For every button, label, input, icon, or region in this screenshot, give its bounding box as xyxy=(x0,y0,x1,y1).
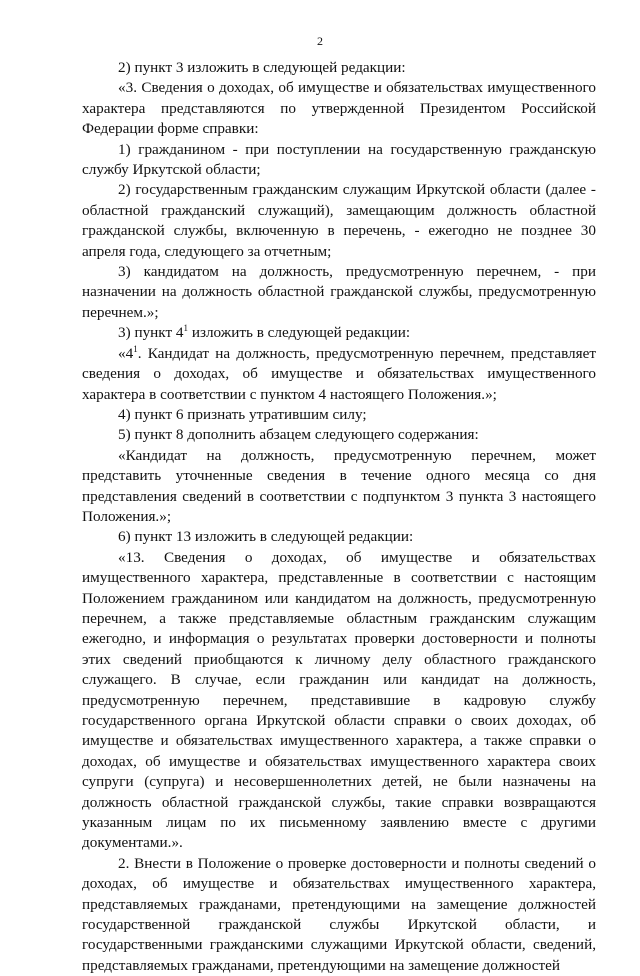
superscript: 1 xyxy=(183,323,189,334)
item-3-text-end: изложить в следующей редакции: xyxy=(188,324,411,342)
paragraph-subitem-1: 1) гражданином - при поступлении на государственную гражданскую службу Иркутской области; xyxy=(82,140,596,179)
paragraph-section-2: 2. Внести в Положение о проверке достоверности и полноты сведений о доходах, об имуществе и обязательствах имущественного характера, представляемых гражданами, претендующими на замещение должностей государственной гражданской службы Иркутской области, и государственными гражданскими служащими Иркутской области, сведений, представляемых гражданами, претендующими на замещение должностей xyxy=(82,854,596,974)
paragraph-item-2: 2) пункт 3 изложить в следующей редакции: xyxy=(118,59,406,76)
item-3-text-start: 3) пункт 4 xyxy=(118,324,184,342)
paragraph-clause-3: «3. Сведения о доходах, об имуществе и обязательствах имущественного характера представляются по утвержденной Президентом Российской Федерации форме справки: xyxy=(82,79,596,138)
paragraph-item-3 xyxy=(82,323,596,343)
paragraph-item-5: 5) пункт 8 дополнить абзацем следующего содержания: xyxy=(118,426,479,444)
superscript: 1 xyxy=(133,343,138,354)
page-number: 2 xyxy=(317,34,323,48)
paragraph-item-6: 6) пункт 13 изложить в следующей редакции: xyxy=(118,528,414,546)
paragraph-candidate-clause: «Кандидат на должность, предусмотренную перечнем, может представить уточненные сведения в течение одного месяца со дня представления сведений в соответствии с подпунктом 3 пункта 3 настоящего Положения.»; xyxy=(82,446,596,525)
paragraph-item-4: 4) пункт 6 признать утратившим силу; xyxy=(118,405,367,423)
paragraph-subitem-2: 2) государственным гражданским служащим Иркутской области (далее - областной гражданский служащий), замещающим должность областной гражданской службы, включенную в перечень, - ежегодно не позднее 30 апреля года, следующего за отчетным; xyxy=(82,181,596,260)
paragraph-clause-13: «13. Сведения о доходах, об имуществе и обязательствах имущественного характера, представленные в соответствии с настоящим Положением гражданином или кандидатом на должность, предусмотренную перечнем, а также представляемые областным гражданским служащим ежегодно, и информация о результатах проверки достоверности и полноты этих сведений приобщаются к личному делу областного гражданского служащего. В случае, если гражданин или кандидат на должность, предусмотренную перечнем, представившие в кадровую службу государственного органа Иркутской области справки о своих доходах, об имуществе и обязательствах имущественного характера, а также справки о доходах, об имуществе и обязательствах имущественного характера своих супруги (супруга) и несовершеннолетних детей, не были назначены на должность областной гражданской службы, такие справки возвращаются указанным лицам по их письменному заявлению вместе с другими документами.». xyxy=(82,548,596,852)
clause-4-1-text-start: «4 xyxy=(118,344,134,362)
document-body xyxy=(82,58,596,976)
paragraph-subitem-3: 3) кандидатом на должность, предусмотренную перечнем, - при назначении на должность областной гражданской службы, предусмотренную перечнем.»; xyxy=(82,263,596,321)
paragraph-clause-4-1 xyxy=(82,344,596,405)
clause-4-1-text-end: . Кандидат на должность, предусмотренную перечнем, представляет сведения о доходах, об имуществе и обязательствах имущественного характера в соответствии с пунктом 4 настоящего Положения.»; xyxy=(82,344,596,403)
